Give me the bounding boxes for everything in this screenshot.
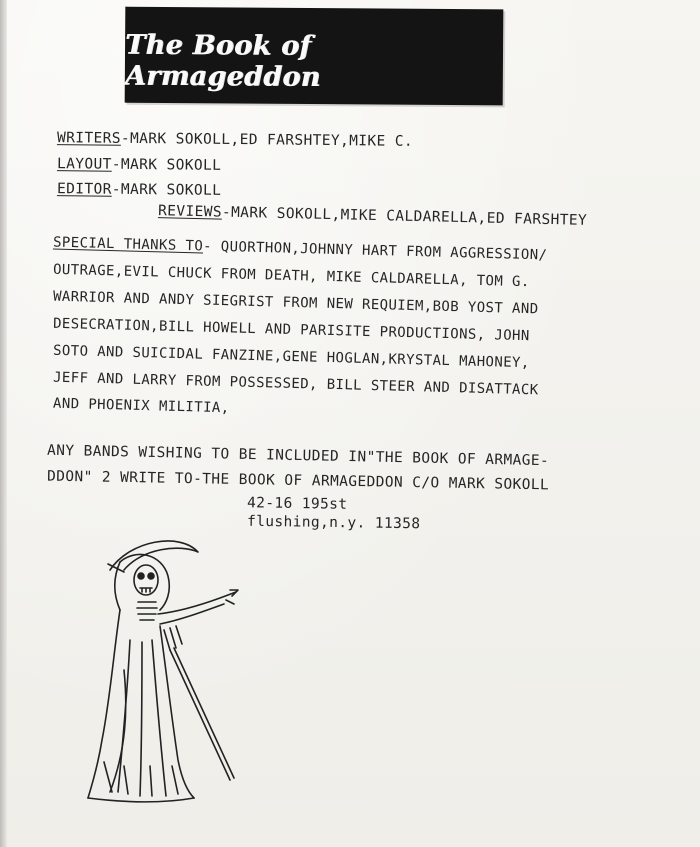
thanks-line: DESECRATION,BILL HOWELL AND PARISITE PRODUCTIONS, JOHN — [52, 315, 530, 345]
layout-label: LAYOUT — [56, 156, 112, 173]
thanks-line: AND PHOENIX MILITIA, — [52, 395, 230, 417]
writers-line — [57, 130, 413, 150]
address-street: 42-16 195st — [246, 495, 348, 513]
grim-reaper-drawing — [80, 530, 250, 810]
thanks-line — [53, 235, 548, 264]
writers-label: WRITERS — [56, 130, 122, 147]
editor-label: EDITOR — [56, 181, 112, 198]
writers-value: -MARK SOKOLL,ED FARSHTEY,MIKE C. — [120, 130, 414, 150]
thanks-line: WARRIOR AND ANDY SIEGRIST FROM NEW REQUIEM,BOB YOST AND — [52, 288, 539, 318]
thanks-line: JEFF AND LARRY FROM POSSESSED, BILL STEER AND DISATTACK — [52, 369, 539, 399]
reviews-label: REVIEWS — [157, 203, 223, 221]
reviews-line — [158, 203, 587, 229]
thanks-line: OUTRAGE,EVIL CHUCK FROM DEATH, MIKE CALDARELLA, TOM G. — [52, 261, 530, 291]
page-edge — [0, 0, 7, 847]
layout-value: -MARK SOKOLL — [111, 156, 222, 174]
contact-line: ANY BANDS WISHING TO BE INCLUDED IN"THE BOOK OF ARMAGE- — [46, 442, 550, 470]
contact-line: DDON" 2 WRITE TO-THE BOOK OF ARMAGEDDON C/O MARK SOKOLL — [46, 468, 550, 494]
layout-line — [57, 156, 222, 174]
title-banner — [125, 7, 504, 106]
editor-line — [57, 181, 222, 199]
thanks-line: SOTO AND SUICIDAL FANZINE,GENE HOGLAN,KRYSTAL MAHONEY, — [52, 342, 530, 372]
editor-value: -MARK SOKOLL — [111, 181, 222, 199]
thanks-text: - QUORTHON,JOHNNY HART FROM AGGRESSION/ — [202, 238, 548, 264]
address-city: flushing,n.y. 11358 — [246, 513, 421, 533]
thanks-label: SPECIAL THANKS TO — [52, 234, 204, 255]
reviews-value: -MARK SOKOLL,MIKE CALDARELLA,ED FARSHTEY — [221, 204, 588, 229]
zine-title: The Book of Armageddon — [124, 29, 321, 94]
